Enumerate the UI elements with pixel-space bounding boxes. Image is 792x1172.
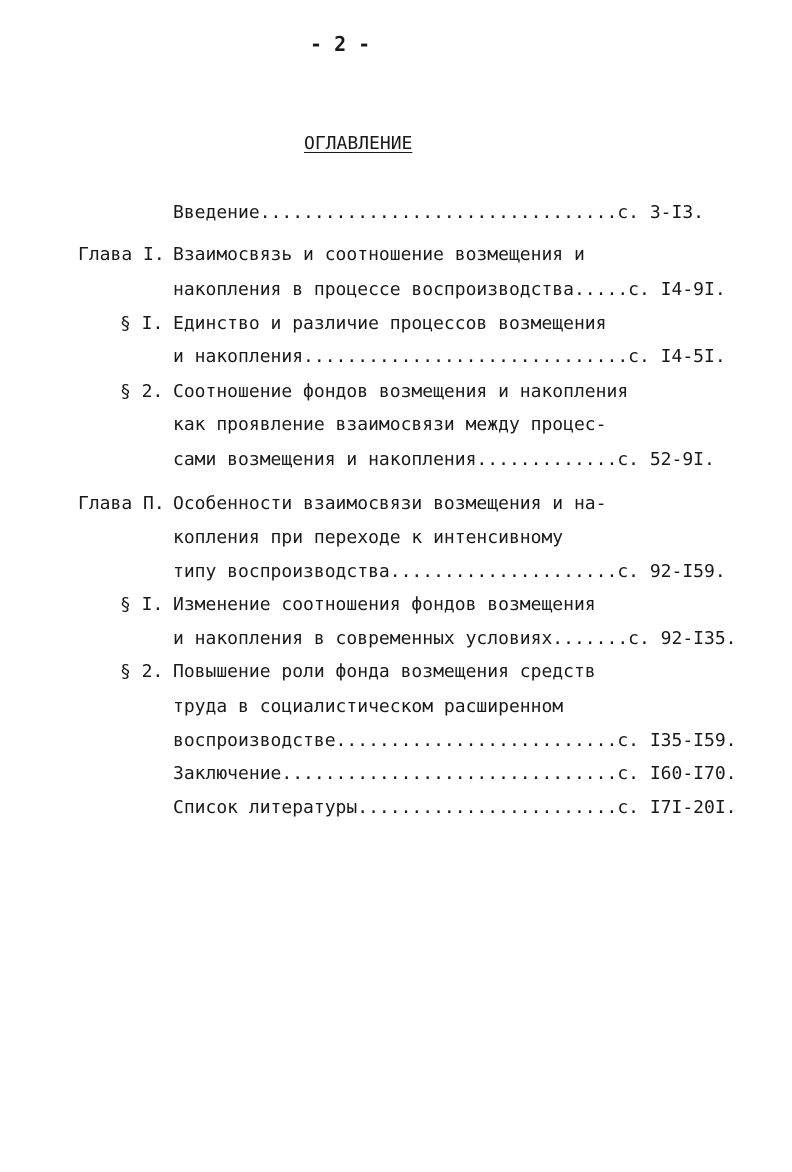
toc-chapter-2-label: Глава П. (78, 493, 165, 514)
toc-chapter-2-line-2: копления при переходе к интенсивному (173, 527, 564, 548)
toc-ch2-section-2-line-2: труда в социалистическом расширенном (173, 696, 564, 717)
toc-ch1-section-1-line-2: и накопления..............................с. I4-5I. (173, 346, 726, 367)
toc-chapter-1-label: Глава I. (78, 244, 165, 265)
toc-ch1-section-1-line-1: Единство и различие процессов возмещения (173, 313, 607, 334)
toc-ch2-section-1-label: § I. (120, 594, 164, 615)
toc-entry-conclusion: Заключение...............................с. I60-I70. (173, 763, 737, 784)
toc-ch2-section-2-line-3: воспроизводстве..........................с. I35-I59. (173, 730, 737, 751)
toc-ch1-section-2-line-1: Соотношение фондов возмещения и накопления (173, 381, 629, 402)
toc-chapter-2-line-3: типу воспроизводства.....................с. 92-I59. (173, 561, 726, 582)
toc-ch2-section-2-line-1: Повышение роли фонда возмещения средств (173, 661, 596, 682)
toc-ch2-section-2-label: § 2. (120, 661, 164, 682)
toc-ch1-section-2-label: § 2. (120, 381, 164, 402)
toc-ch1-section-2-line-2: как проявление взаимосвязи между процес- (173, 414, 607, 435)
toc-chapter-1-line-1: Взаимосвязь и соотношение возмещения и (173, 244, 585, 265)
toc-ch1-section-2-line-3: сами возмещения и накопления.............с. 52-9I. (173, 449, 715, 470)
toc-ch2-section-1-line-1: Изменение соотношения фондов возмещения (173, 594, 596, 615)
toc-entry-intro: Введение.................................с. 3-I3. (173, 202, 705, 223)
page-number: - 2 - (310, 32, 371, 56)
toc-ch1-section-1-label: § I. (120, 313, 164, 334)
toc-chapter-2-line-1: Особенности взаимосвязи возмещения и на- (173, 493, 607, 514)
toc-entry-references: Список литературы........................с. I7I-20I. (173, 797, 737, 818)
toc-ch2-section-1-line-2: и накопления в современных условиях.......с. 92-I35. (173, 628, 737, 649)
page-title: ОГЛАВЛЕНИЕ (304, 133, 413, 154)
toc-chapter-1-line-2: накопления в процессе воспроизводства.....с. I4-9I. (173, 279, 726, 300)
